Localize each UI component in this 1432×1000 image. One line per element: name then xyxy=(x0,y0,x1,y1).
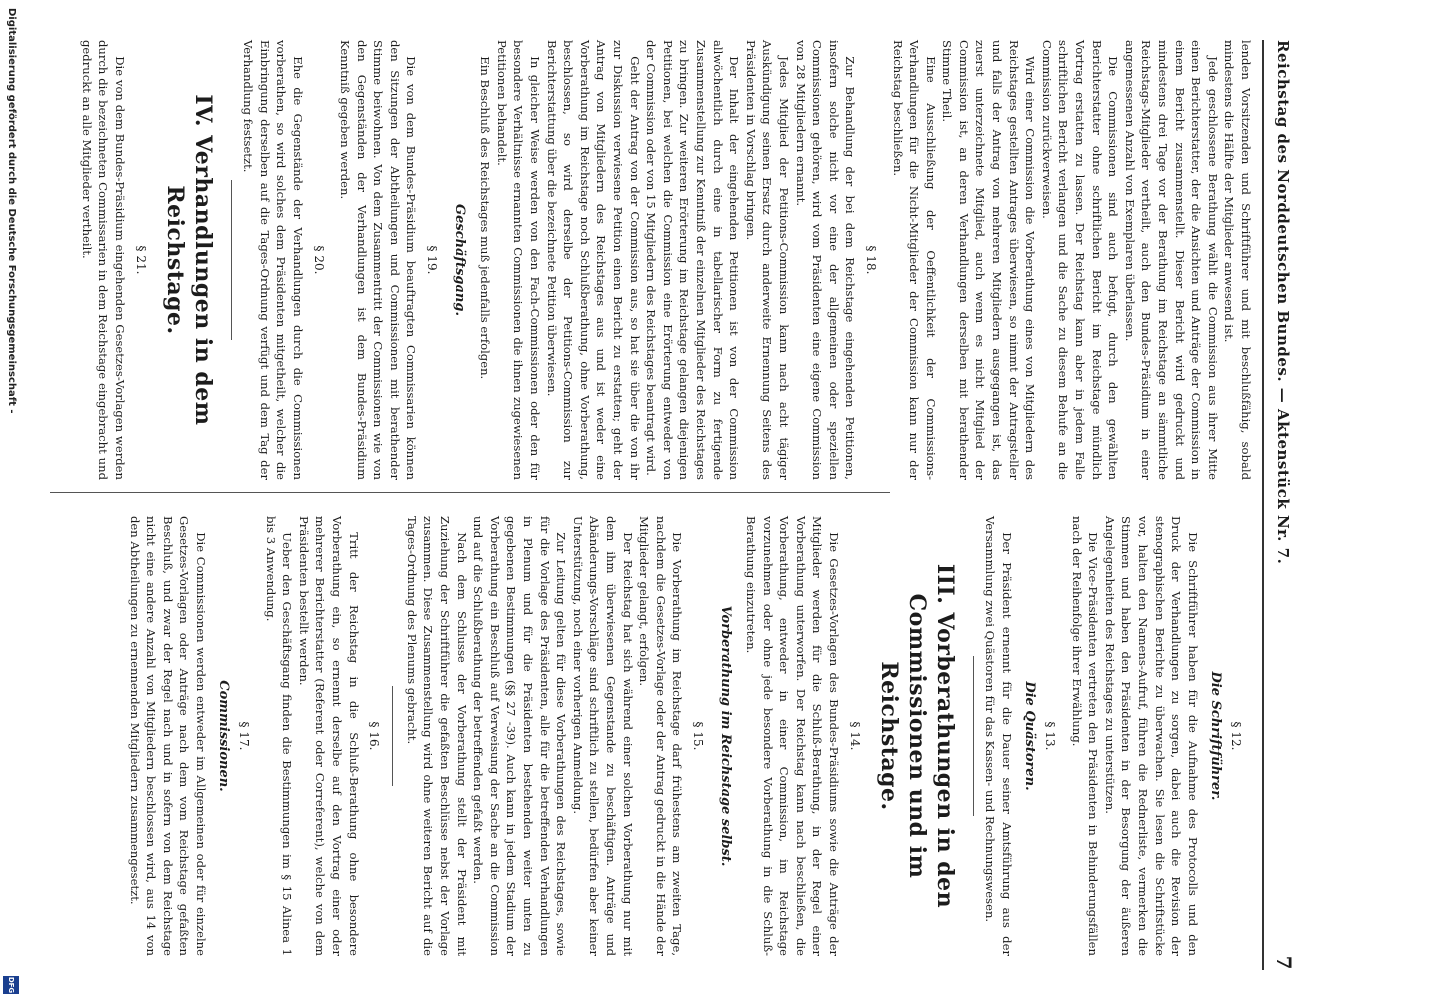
paragraph: Die Vice-Präsidenten vertreten den Präsidenten in Behinderungsfällen nach der Reihenfolge ihrer Erwählung. xyxy=(1069,516,1101,956)
section-number-12: § 12. xyxy=(1229,721,1243,751)
section-number-14: § 14. xyxy=(847,721,862,751)
column-divider xyxy=(50,492,890,493)
paragraph: Die von dem Bundes-Präsidium eingehenden Gesetzes-Vorlagen werden durch die bezeichneten Commissarien in dem Reichstage eingebracht und gedruckt an alle Mitglieder vertheilt. xyxy=(79,40,127,480)
running-title: Reichstag des Norddeutschen Bundes. — Aktenstück Nr. 7. xyxy=(1274,40,1292,565)
page-number: 7 xyxy=(1272,955,1296,970)
section-number-19: § 19. xyxy=(425,245,440,275)
paragraph: Ein Beschluß des Reichstages muß jedenfalls erfolgen. xyxy=(478,56,493,380)
paragraph: Geht der Antrag von der Commission aus, so hat sie über die von ihr zur Diskussion verwiesene Petition einen Bericht zu erstatten; geht der Antrag von Mitgliedern des Reichstages aus und ist weder eine Vorberathung im Reichstage noch Schlußberathung, ohne Vorberathung, beschlossen, so wird derselbe der Petitions-Commission zur Berichterstattung über die bezeichnete Petition überwiesen. xyxy=(544,40,642,480)
paragraph: Nach dem Schlusse der Vorberathung stellt der Präsident mit Zuziehung der Schriftführer die gefaßten Beschlüsse nebst der Vorlage zusammen. Diese Zusammenstellung wird ohne weiteren Bericht auf die Tages-Ordnung des Plenums gebracht. xyxy=(404,516,469,956)
right-column xyxy=(40,516,1254,956)
paragraph: Jede geschlossene Berathung wählt die Commission aus ihrer Mitte einen Berichterstatter, der die Ansichten und Anträge der Commission in einem Bericht zusammenstellt. Dieser Bericht wird gedruckt und mindestens drei Tage vor der Berathung im Reichstage an sämmtliche Reichstags-Mitglieder vertheilt, auch den Bundes-Präsidium in einer angemessenen Anzahl von Exemplaren überlassen. xyxy=(1122,40,1220,480)
section-number-15: § 15. xyxy=(690,721,705,751)
footer-credit: Digitalisierung gefördert durch die Deutsche Forschungsgemeinschaft - xyxy=(6,8,17,414)
paragraph: In gleicher Weise werden von den Fach-Commissionen oder den für besondere Verhältnisse ernannten Commissionen die ihnen zugewiesenen Petitionen behandelt. xyxy=(494,40,543,480)
paragraph: Zur Behandlung der bei dem Reichstage eingehenden Petitionen, insofern solche nicht vor eine der allgemeinen oder speziellen Commissionen gehören, wird vom Präsidenten eine eigene Commission von 28 Mitgliedern ernannt. xyxy=(793,40,858,480)
paragraph: Ehe die Gegenstände der Verhandlungen durch die Commissionen vorberathen, so wird solches dem Präsidenten mitgetheilt, welcher die Einbringung derselben auf die Tages-Ordnung verfügt und dem Tag der Verhandlung festsetzt. xyxy=(241,40,305,480)
paragraph: Eine Ausschließung der Oeffentlichkeit der Commissions-Verhandlungen für die Nicht-Mitglieder der Commission kann nur der Reichstag beschließen. xyxy=(890,40,938,480)
paragraph: Ueber den Geschäftsgang finden die Bestimmungen im § 15 Alinea 1 bis 3 Anwendung. xyxy=(263,516,295,956)
paragraph: Zur Leitung gelten für diese Vorberathungen des Reichstages, sowie für die Vorlage des Präsidenten, alle für die betreffenden Verhandlungen in Plenum und für die Präsidenten bestehenden weiter unten zu gegebenen Bestimmungen (§§ 27 -39). Auch kann in jedem Stadium der Vorberathung ein Beschluß auf Verweisung der Sache an die Commission und auf die Schlußberathung der betreffenden gefaßt werden. xyxy=(471,516,569,956)
paragraph: Die Schriftführer haben für die Aufnahme des Protocolls und den Druck der Verhandlungen zu sorgen, dabei auch die Revision der stenographischen Berichte zu überwachen. Sie lesen die Schriftstücke vor, halten den Namens-Aufruf, führen die Rednerliste, vermerken die Stimmen und haben den Präsidenten in der Besorgung der äußeren Angelegenheiten des Reichstages zu unterstützen. xyxy=(1102,516,1200,956)
section-title-commissionen: Commissionen. xyxy=(216,680,232,792)
running-header xyxy=(1262,40,1300,970)
subheading-geschaeftsgang: Geschäftsgang. xyxy=(451,204,467,316)
section-number-18: § 18. xyxy=(863,245,878,275)
digitization-footer xyxy=(0,0,22,1000)
paragraph: Der Inhalt der eingehenden Petitionen ist von der Commission allwöchentlich durch eine in tabellarischer Form zu fertigende Zusammenstellung zur Kenntniß der einzelnen Mitglieder des Reichstages zu bringen. Zur weiteren Erörterung im Reichstage gelangen diejenigen Petitionen, bei welchen die Commission eine Erörterung entweder von der Commission oder von 15 Mitgliedern des Reichstages beantragt wird. xyxy=(644,40,742,480)
left-column xyxy=(40,40,1254,480)
paragraph: Die Vorberathung im Reichstage darf frühestens am zweiten Tage, nachdem die Gesetzes-Vorlage oder der Antrag gedruckt in die Hände der Mitglieder gelangt, erfolgen. xyxy=(637,516,685,956)
paragraph: lenden Vorsitzenden und Schriftführer und mit beschlußfähig, sobald mindestens die Hälfte der Mitglieder anwesend ist. xyxy=(1222,40,1253,480)
paragraph: Tritt der Reichstag in die Schluß-Berathung ohne besondere Vorberathung ein, so ernennt derselbe auf den Vortrag einer oder mehrerer Berichterstatter (Referent oder Correferent), welche von dem Präsidenten bestellt werden. xyxy=(296,516,361,956)
paragraph: Die Commissionen sind auch befugt, durch den gewählten Berichterstatter ohne schriftlichen Bericht im Reichstage mündlich Vortrag erstatten zu lassen. Der Reichstag kann aber in jedem Falle schriftlichen Bericht verlangen und die Sache zu diesem Behufe an die Commission zurückverweisen. xyxy=(1039,40,1121,480)
paragraph: Der Präsident ernennt für die Dauer seiner Amtsführung aus der Versammlung zwei Quästoren für das Kassen- und Rechnungswesen. xyxy=(983,516,1014,956)
section-number-21: § 21. xyxy=(133,245,148,275)
dfg-logo-icon: DFG xyxy=(3,976,19,994)
section-title-schriftfuehrer: Die Schriftführer. xyxy=(1208,671,1224,801)
paragraph: Wird einer Commission die Vorberathung eines von Mitgliedern des Reichstages gestellten Antrages überwiesen, so nimmt der Antragsteller und falls der Antrag von mehreren Mitgliedern ausgegangen ist, das zuerst unterzeichnete Mitglied, auch wenn es nicht Mitglied der Commission ist, an deren Verhandlungen derselben mit berathender Stimme Theil. xyxy=(940,40,1038,480)
section-number-13: § 13. xyxy=(1043,721,1058,751)
divider xyxy=(231,180,232,340)
section-number-17: § 17. xyxy=(237,721,252,751)
paragraph: Die Commissionen werden entweder im Allgemeinen oder für einzelne Gesetzes-Vorlagen oder Anträge nach dem vom Reichstage gefaßten Beschluß, und zwar der Regel nach und in sofern von dem Reichstage nicht eine andere Anzahl von Mitgliedern beschlossen wird, aus 14 von den Abtheilungen zu ernennenden Mitgliedern zusammengesetzt. xyxy=(127,516,208,956)
section-number-20: § 20. xyxy=(311,245,326,275)
section-title-quaestoren: Die Quästoren. xyxy=(1022,681,1038,791)
part-title-iii: III. Vorberathungen in den Commissionen und im Reichstage. xyxy=(875,563,958,909)
divider xyxy=(973,656,974,816)
subheading-vorberathung: Vorberathung im Reichstage selbst. xyxy=(717,605,733,867)
section-number-16: § 16. xyxy=(367,721,382,751)
paragraph: Jedes Mitglied der Petitions-Commission kann nach acht tägiger Auskündigung seinen Ersatz durch anderweite Ernennung Seitens des Präsidenten in Vorschlag bringen. xyxy=(743,40,791,480)
divider xyxy=(392,686,393,786)
part-title-iv: IV. Verhandlungen in dem Reichstage. xyxy=(161,94,216,426)
paragraph: Die Gesetzes-Vorlagen des Bundes-Präsidiums sowie die Anträge der Mitglieder werden für die Schluß-Berathung, in der Regel einer Vorberathung unterworfen. Der Reichstag kann nach beschließen, die Vorberathung, entweder in einer Commission, im Reichstage vorzunehmen oder ohne jede besondere Vorberathung in die Schluß-Berathung einzutreten. xyxy=(744,516,842,956)
paragraph: Die von dem Bundes-Präsidium beauftragten Commissarien können den Sitzungen der Abtheilungen und Commissionen mit berathender Stimme beiwohnen. Von dem Zusammentritt der Commissionen wie von den Gegenständen der Verhandlungen ist dem Bundes-Präsidium Kenntniß gegeben werden. xyxy=(338,40,419,480)
paragraph: Der Reichstag hat sich während einer solchen Vorberathung nur mit dem ihm überwiesenen Gegenstande zu beschäftigen. Anträge und Abänderungs-Vorschläge sind schriftlich zu stellen, bedürfen aber keiner Unterstützung, noch einer vorherigen Anmeldung. xyxy=(570,516,635,956)
